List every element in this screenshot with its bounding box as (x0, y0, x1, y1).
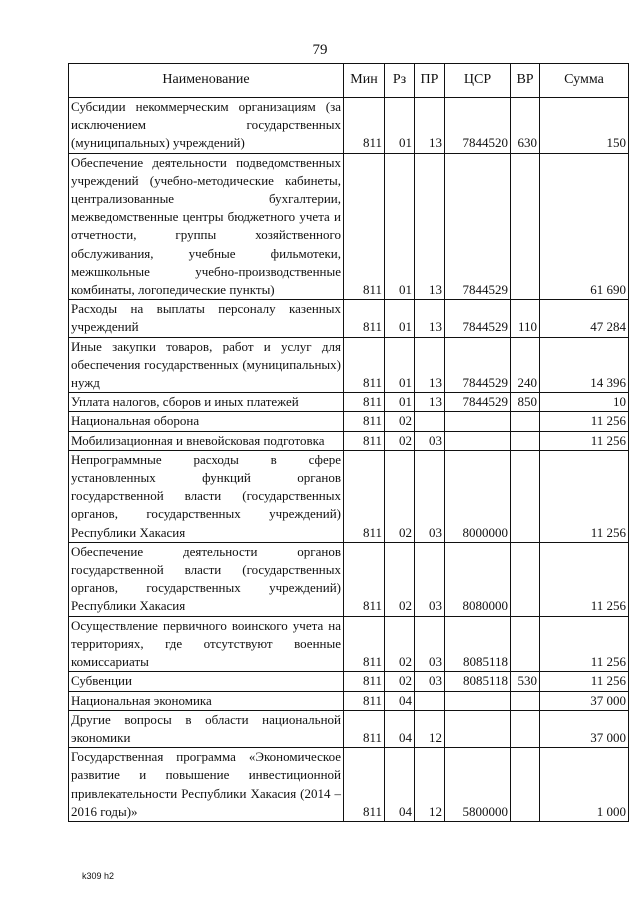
header-sum: Сумма (540, 64, 629, 98)
cell-pr: 03 (415, 616, 445, 672)
cell-pr: 03 (415, 542, 445, 616)
cell-min: 811 (344, 393, 385, 412)
cell-pr: 12 (415, 748, 445, 822)
footer-code: k309 h2 (82, 871, 115, 881)
cell-sum: 1 000 (540, 748, 629, 822)
cell-rz: 04 (385, 748, 415, 822)
cell-pr (415, 412, 445, 431)
table-row (69, 710, 629, 747)
cell-vr: 530 (511, 672, 540, 691)
cell-sum: 37 000 (540, 691, 629, 710)
table-row (69, 542, 629, 616)
cell-csr (445, 431, 511, 450)
table-row (69, 672, 629, 691)
cell-sum: 10 (540, 393, 629, 412)
cell-name: Иные закупки товаров, работ и услуг для обеспечения государственных (муниципальных) нужд (69, 337, 344, 393)
cell-pr: 13 (415, 393, 445, 412)
cell-csr: 8080000 (445, 542, 511, 616)
cell-name: Осуществление первичного воинского учета на территориях, где отсутствуют военные комиссариаты (69, 616, 344, 672)
cell-vr (511, 431, 540, 450)
cell-name: Обеспечение деятельности органов государственной власти (государственных органов, государственных учреждений) Республики Хакасия (69, 542, 344, 616)
cell-sum: 11 256 (540, 431, 629, 450)
cell-vr (511, 542, 540, 616)
cell-vr (511, 748, 540, 822)
cell-csr: 7844529 (445, 393, 511, 412)
cell-rz: 02 (385, 672, 415, 691)
cell-min: 811 (344, 748, 385, 822)
cell-vr: 110 (511, 300, 540, 337)
header-vr: ВР (511, 64, 540, 98)
cell-csr (445, 691, 511, 710)
cell-name: Непрограммные расходы в сфере установленных функций органов государственной власти (государственных органов, государственных учреждений) Республики Хакасия (69, 450, 344, 542)
cell-rz: 01 (385, 300, 415, 337)
cell-sum: 47 284 (540, 300, 629, 337)
cell-pr (415, 691, 445, 710)
page-number: 79 (312, 42, 328, 58)
cell-sum: 150 (540, 98, 629, 154)
cell-min: 811 (344, 98, 385, 154)
cell-name: Субсидии некоммерческим организациям (за исключением государственных (муниципальных) учреждений) (69, 98, 344, 154)
cell-pr: 12 (415, 710, 445, 747)
cell-csr: 8085118 (445, 616, 511, 672)
cell-csr: 7844529 (445, 337, 511, 393)
cell-rz: 04 (385, 710, 415, 747)
cell-vr (511, 710, 540, 747)
cell-name: Государственная программа «Экономическое развитие и повышение инвестиционной привлекательности Республики Хакасия (2014 – 2016 годы)» (69, 748, 344, 822)
cell-vr (511, 153, 540, 300)
cell-csr: 5800000 (445, 748, 511, 822)
header-pr: ПР (415, 64, 445, 98)
table-row (69, 691, 629, 710)
cell-sum: 61 690 (540, 153, 629, 300)
table-row (69, 616, 629, 672)
cell-min: 811 (344, 542, 385, 616)
header-min: Мин (344, 64, 385, 98)
cell-sum: 14 396 (540, 337, 629, 393)
cell-csr (445, 710, 511, 747)
cell-min: 811 (344, 710, 385, 747)
cell-name: Субвенции (69, 672, 344, 691)
cell-pr: 13 (415, 98, 445, 154)
cell-pr: 03 (415, 450, 445, 542)
cell-csr: 8085118 (445, 672, 511, 691)
cell-name: Уплата налогов, сборов и иных платежей (69, 393, 344, 412)
table-row (69, 153, 629, 300)
table-row (69, 748, 629, 822)
table-row (69, 337, 629, 393)
cell-name: Национальная оборона (69, 412, 344, 431)
cell-csr (445, 412, 511, 431)
cell-name: Другие вопросы в области национальной экономики (69, 710, 344, 747)
cell-vr: 630 (511, 98, 540, 154)
table-row (69, 412, 629, 431)
cell-name: Национальная экономика (69, 691, 344, 710)
table-header-row (69, 64, 629, 98)
cell-csr: 7844529 (445, 300, 511, 337)
budget-table (68, 63, 629, 822)
cell-csr: 8000000 (445, 450, 511, 542)
table-row (69, 300, 629, 337)
table-row (69, 98, 629, 154)
cell-csr: 7844529 (445, 153, 511, 300)
cell-rz: 04 (385, 691, 415, 710)
cell-pr: 13 (415, 337, 445, 393)
cell-vr (511, 450, 540, 542)
cell-min: 811 (344, 672, 385, 691)
cell-pr: 03 (415, 431, 445, 450)
cell-vr (511, 616, 540, 672)
cell-rz: 01 (385, 153, 415, 300)
header-rz: Рз (385, 64, 415, 98)
cell-csr: 7844520 (445, 98, 511, 154)
cell-sum: 11 256 (540, 672, 629, 691)
cell-name: Обеспечение деятельности подведомственных учреждений (учебно-методические кабинеты, централизованные бухгалтерии, межведомственные центры бюджетного учета и отчетности, группы хозяйственного обслуживания, учебные фильмотеки, межшкольные учебно-производственные комбинаты, логопедические пункты) (69, 153, 344, 300)
table-row (69, 450, 629, 542)
cell-sum: 11 256 (540, 616, 629, 672)
table-row (69, 431, 629, 450)
cell-name: Мобилизационная и вневойсковая подготовка (69, 431, 344, 450)
cell-rz: 02 (385, 616, 415, 672)
cell-rz: 01 (385, 98, 415, 154)
cell-pr: 13 (415, 153, 445, 300)
cell-vr: 850 (511, 393, 540, 412)
cell-name: Расходы на выплаты персоналу казенных учреждений (69, 300, 344, 337)
cell-min: 811 (344, 337, 385, 393)
cell-min: 811 (344, 616, 385, 672)
cell-pr: 13 (415, 300, 445, 337)
cell-min: 811 (344, 153, 385, 300)
cell-sum: 11 256 (540, 412, 629, 431)
cell-vr (511, 691, 540, 710)
cell-min: 811 (344, 450, 385, 542)
cell-min: 811 (344, 300, 385, 337)
cell-pr: 03 (415, 672, 445, 691)
cell-min: 811 (344, 691, 385, 710)
cell-rz: 02 (385, 542, 415, 616)
cell-sum: 37 000 (540, 710, 629, 747)
cell-rz: 02 (385, 450, 415, 542)
cell-rz: 01 (385, 337, 415, 393)
cell-min: 811 (344, 431, 385, 450)
cell-rz: 02 (385, 412, 415, 431)
cell-sum: 11 256 (540, 542, 629, 616)
header-name: Наименование (69, 64, 344, 98)
header-csr: ЦСР (445, 64, 511, 98)
cell-sum: 11 256 (540, 450, 629, 542)
cell-rz: 02 (385, 431, 415, 450)
cell-vr (511, 412, 540, 431)
table-row (69, 393, 629, 412)
cell-rz: 01 (385, 393, 415, 412)
cell-min: 811 (344, 412, 385, 431)
cell-vr: 240 (511, 337, 540, 393)
